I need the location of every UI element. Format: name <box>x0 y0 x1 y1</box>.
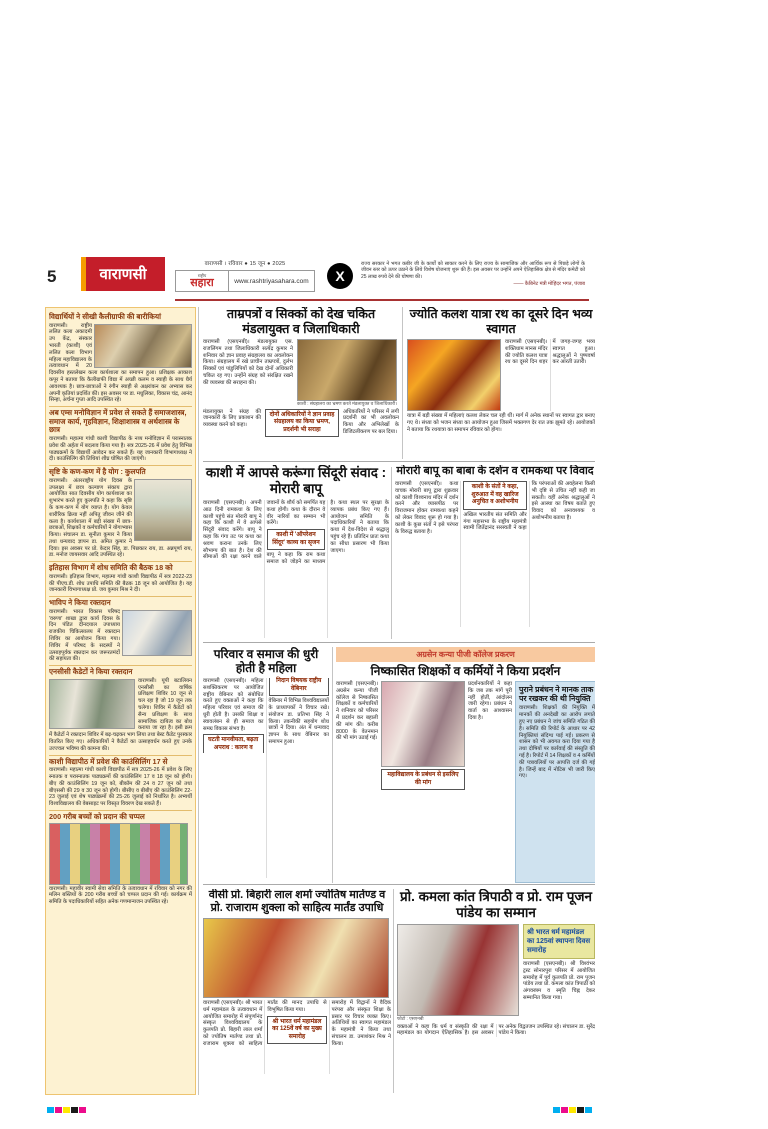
photo-caption: काशी : संग्रहालय का भ्रमण करते मंडलायुक्त व जिलाधिकारी। <box>297 401 397 406</box>
body-continued: अखिल भारतीय संत समिति और गंगा महासभा के राष्ट्रीय महामंत्री स्वामी जितेंद्रानंद सरस्वती ने कहा कि परंपराओं की अवहेलना किसी भी दृष्टि से उचित नहीं कही जा सकती। वहीं अनेक श्रद्धालुओं ने इसे आस्था का विषय बताते हुए विवाद को अनावश्यक व अशोभनीय बताया है। <box>463 481 595 532</box>
headline: निष्कासित शिक्षकों व कर्मियों ने किया प्रदर्शन <box>370 664 561 678</box>
body-columns <box>203 1000 391 1074</box>
masthead-rule <box>175 299 589 301</box>
article-slippers <box>49 811 192 908</box>
headline: काशी में आपसे करूंगा सिंदूरी संवाद : मोरारी बापू <box>205 465 387 496</box>
headline: 200 गरीब बच्चों को प्रदान की चप्पल <box>49 811 145 821</box>
website-url: www.rashtriyasahara.com <box>234 277 309 285</box>
article-kamla-kant-samman <box>397 889 595 1093</box>
paper-content <box>45 255 595 1110</box>
body: वाराणसी। यूपी बटालियन एनसीसी का वार्षिक प्रशिक्षण शिविर 10 जून से चल रहा है जो 19 जून तक चलेगा। शिविर में कैडेटों को सैन्य प्रशिक्षण के साथ सामाजिक दायित्व का बोध कराया जा रहा है। इसी क्रम में कैडेटों ने रक्तदान शिविर में बढ़-चढ़कर भाग लिया तथा बेस्ट कैडेट पुरस्कार वितरित किए गए। अधिकारियों ने कैडेटों का उत्साहवर्धन करते हुए उनके उज्ज्वल भविष्य की कामना की। <box>49 677 192 752</box>
inset-box: काशी में 'ऑपरेशन सिंदूर' काव्य का सृजन <box>267 529 326 550</box>
body: वाराणसी। महात्मा गांधी काशी विद्यापीठ के नव्य मनोविज्ञान में परास्नातक प्रवेश की अर्हता में बदलाव किया गया है। सत्र 2025-26 में प्रवेश हेतु विभिन्न पाठ्यक्रमों के विद्यार्थी आवेदन कर सकते हैं। यह जानकारी विभागाध्यक्ष ने दी। काउंसिलिंग की तिथियां शीघ्र घोषित की जाएंगी। <box>49 435 192 463</box>
headline: वीसी प्रो. बिहारी लाल शर्मा ज्योतिष मार्तण्ड व प्रो. राजाराम शुक्ला को साहित्य मार्तंड उपाधि <box>208 889 386 914</box>
article-morari-vivad <box>395 465 595 639</box>
sidebar-blue-box <box>515 681 595 883</box>
quote-attribution: —— कैबिनेट मंत्री मोहिंदर भगत, पंजाब <box>513 281 585 288</box>
city-nameplate <box>81 257 165 291</box>
photo-block <box>397 924 519 1022</box>
body-columns <box>203 500 389 638</box>
photo-protest <box>381 681 465 767</box>
sidebar-headline: पुराने प्रबंधन ने मानक ताक पर रखकर की थी नियुक्ति <box>519 685 594 704</box>
article-calligraphy <box>49 311 192 407</box>
article-aiims-psychology <box>49 407 192 466</box>
body: वाराणसी। महात्मा गांधी काशी विद्यापीठ में सत्र 2025-26 में प्रवेश के लिए स्नातक व परास्नातक पाठ्यक्रमों की काउंसिलिंग 17 व 18 जून को होगी। बीए की काउंसिलिंग 19 जून को, बीकॉम की 24 व 27 जून को तथा बीएससी की 29 व 30 जून को होगी। बीसीए व बीबीए की काउंसिलिंग 22-23 जुलाई एवं शेष पाठ्यक्रमों की 25-26 जुलाई को निर्धारित है। अभ्यर्थी विश्वविद्यालय की वेबसाइट पर विस्तृत विवरण देख सकते हैं। <box>49 767 192 808</box>
headline: विद्यार्थियों ने सीखी कैलीग्राफी की बारीकियां <box>49 312 161 321</box>
masthead-quote <box>361 261 585 288</box>
brand-row <box>175 270 315 292</box>
article-sindoori-samvad <box>203 465 389 639</box>
photo-dais-ceremony <box>203 918 389 998</box>
photo-blood-donation <box>122 610 192 656</box>
body: वाराणसी (एसएनबी)। अपनी आठ दिनी रामकथा के लिए काशी पहुंचे संत मोरारी बापू ने कहा कि काशी में वे आपसे सिंदूरी संवाद करेंगे। बापू ने कहा कि गंगा तट पर कथा का श्रवण कराना उनके लिए सौभाग्य की बात है। देश की सीमाओं की रक्षा करने वाले जवानों के शौर्य को समर्पित यह कथा होगी। कथा के दौरान वे वीर नारियों का सम्मान भी करेंगे। <box>203 500 326 561</box>
column-rule-5 <box>393 889 394 1093</box>
headline: प्रो. कमला कांत त्रिपाठी व प्रो. राम पूजन पांडेय का सम्मान <box>400 889 592 920</box>
brand-prefix: राष्ट्रीय <box>197 272 207 278</box>
photo-felicitation <box>397 924 519 1016</box>
side-box: महाविद्यालय के प्रबंधन से इसलिए की मांग <box>381 769 465 790</box>
body: वाराणसी। भारत विकास परिषद 'वरुणा' शाखा द्वारा कार्य दिवस के दिन पंडित दीनदयाल उपाध्याय राजकीय चिकित्सालय में रक्तदान शिविर का आयोजन किया गया। शिविर में परिषद के सदस्यों ने उत्साहपूर्वक रक्तदान कर जरूरतमंदों की सहायता की। <box>49 608 120 663</box>
section-rule-1 <box>203 461 595 462</box>
body-continued: बापू ने कहा कि राम कथा समाज को जोड़ने का माध्यम है। कथा स्थल पर सुरक्षा के व्यापक प्रबंध किए गए हैं। आयोजन समिति के पदाधिकारियों ने बताया कि कथा में देश-विदेश से श्रद्धालु पहुंच रहे हैं। प्रतिदिन प्रातः कथा का सीधा प्रसारण भी किया जाएगा। <box>266 500 389 566</box>
sidebar-body: वाराणसी। शिक्षकों की नियुक्ति में मानकों की अनदेखी का आरोप लगाते हुए नए प्रबंधन ने जांच समिति गठित की है। समिति की रिपोर्ट के आधार पर 42 नियुक्तियां संदिग्ध पाई गईं। प्रकरण से शासन को भी अवगत करा दिया गया है तथा दोषियों पर कार्रवाई की संस्तुति की गई है। रिपोर्ट में 14 शिक्षकों व 4 कर्मियों की पत्रावलियों पर आपत्ति दर्ज की गई है। जिन्हें बाद में नोटिस भी जारी किए गए। <box>519 705 595 780</box>
article-tamrapatra <box>203 307 399 459</box>
article-ncc-blood-donation <box>49 666 192 755</box>
section-banner: अग्रसेन कन्या पीजी कॉलेज प्रकरण <box>336 647 595 662</box>
body-continued: यात्रा में बड़ी संख्या में महिलाएं कलश लेकर चल रही थीं। मार्ग में अनेक स्थानों पर स्वागत द्वार बनाए गए थे। संध्या को भजन संध्या का आयोजन हुआ जिसमें भक्तगण देर रात तक झूमते रहे। आयोजकों ने बताया कि रथयात्रा का समापन रविवार को होगा। <box>407 413 595 433</box>
body-columns <box>203 678 329 878</box>
body-columns <box>395 481 595 627</box>
body: वाराणसी (एसएनबी)। महिला सशक्तिकरण पर आयोजित राष्ट्रीय वेबिनार को संबोधित करते हुए वक्ताओं ने कहा कि महिला परिवार एवं समाज की धुरी होती है। उसकी शिक्षा व स्वावलंबन से ही समाज का समग्र विकास संभव है। <box>203 678 264 732</box>
body-continued-2: अधिकारियों ने परिसर में लगी प्रदर्शनी का भी अवलोकन किया और अभिलेखों के डिजिटलीकरण पर बल दिया। <box>343 408 399 435</box>
column-rule-4 <box>332 647 333 883</box>
headline: इतिहास विभाग में शोध समिति की बैठक 18 को <box>49 563 173 573</box>
photo-museum-visit <box>297 339 397 401</box>
body: वाराणसी (एसएनबी)। शक्तिधाम मानस मंदिर की ज्योति कलश यात्रा रथ का दूसरे दिन शहर में जगह-जगह भव्य स्वागत हुआ। श्रद्धालुओं ने पुष्पवर्षा कर आरती उतारी। <box>505 339 595 366</box>
body-continued: समारोह में विद्वानों ने वैदिक परंपरा और संस्कृत शिक्षा के प्रसार पर विचार व्यक्त किए। अतिथियों का स्वागत महामंडल के महामंत्री ने किया तथा संचालन डा. उमाशंकर मिश्र ने किया। <box>331 1000 391 1047</box>
photo-caption: फोटो : एसएनबी <box>397 1016 424 1021</box>
section-agrasen <box>336 647 595 883</box>
nameplate-accent-stripe <box>81 257 86 291</box>
inset-box: घटती मानवीयता, बढ़ता अपराध : कारण व निदान विषयक राष्ट्रीय वेबिनार <box>203 678 329 753</box>
headline: ज्योति कलश यात्रा रथ का दूसरे दिन भव्य स्वागत <box>409 307 593 336</box>
photo-calligraphy-workshop <box>94 324 192 368</box>
photo-jyoti-kalash-rath <box>407 339 501 411</box>
body: वाराणसी। राष्ट्रीय ललित कला अकादमी उप केंद्र, संस्कार भारती (काशी) एवं ललित कला विभाग महिला महाविद्यालय के तत्वावधान में 20 दिवसीय हस्तलेखन कला कार्यशाला का समापन हुआ। प्रशिक्षक आकाश कपूर ने बताया कि कैलीग्राफी विद्या में अच्छी कलम व स्याही के साथ धैर्य आवश्यक है। छात्र-छात्राओं ने रंगीन स्याही से अक्षरांकन का अभ्यास कर अपनी कृतियां प्रदर्शित कीं। इस अवसर पर डा. मधुलिका, विकास चंद्र, आनंद सिन्हा, अर्चना गुप्ता आदि उपस्थित रहे। <box>49 322 192 404</box>
headline: सृष्टि के कण-कण में है योग : कुलपति <box>49 467 146 477</box>
headline: परिवार व समाज की धुरी होती है महिला <box>213 647 319 675</box>
headline: ताम्रपत्रों व सिक्कों को देख चकित मंडलायुक्त व जिलाधिकारी <box>226 307 376 336</box>
headline: एनसीसी कैडेटों ने किया रक्तदान <box>49 667 133 677</box>
body: वाराणसी। अंतरराष्ट्रीय योग दिवस के उपलक्ष्य में छात्र कल्याण संकाय द्वारा आयोजित सात दिवसीय योग कार्यशाला का शुभारंभ करते हुए कुलपति ने कहा कि सृष्टि के कण-कण में योग व्याप्त है। योग केवल शारीरिक क्रिया नहीं अपितु जीवन जीने की कला है। कार्यशाला में बड़ी संख्या में छात्र-छात्राओं, शिक्षकों व कर्मचारियों ने योगाभ्यास किया। संचालन डा. सुनीता कुमार ने किया तथा धन्यवाद ज्ञापन डा. अमित कुमार ने दिया। इस अवसर पर प्रो. केदार सिंह, डा. पिछकार राय, डा. अन्नपूर्णा राय, डा. मनोज जायसवार आदि उपस्थित रहे। <box>49 477 192 559</box>
column-rule-3 <box>391 467 392 639</box>
photo-ncc-cadets <box>49 679 135 729</box>
body: वाराणसी। महावीर स्वामी सेवा समिति के तत्वावधान में रविवार को नगर की मलिन बस्तियों के 200 गरीब बच्चों को चप्पल प्रदान की गई। कार्यक्रम में समिति के पदाधिकारियों सहित अनेक गणमान्यजन उपस्थित रहे। <box>49 885 192 906</box>
headline: काशी विद्यापीठ में प्रवेश की काउंसिलिंग 17 से <box>49 756 168 766</box>
article-yoga <box>49 466 192 562</box>
body: वाराणसी (एसएनबी)। मंडलायुक्त एस. राजलिंगम तथा जिलाधिकारी सत्येंद्र कुमार ने शनिवार को ज्ञान प्रवाह संग्रहालय का अवलोकन किया। संग्रहालय में रखे प्राचीन ताम्रपत्रों, दुर्लभ सिक्कों एवं पांडुलिपियों को देख दोनों अधिकारी चकित रह गए। उन्होंने संग्रह को संरक्षित रखने की व्यवस्था की सराहना की। <box>203 339 293 386</box>
photo-yoga-session <box>134 479 192 541</box>
headline: अब एम्स मनोविज्ञान में प्रवेश ले सकते हैं समाजशास्त्र, समाज कार्य, गृहविज्ञान, शिक्षाशास्त्र व अर्थशास्त्र के छात्र <box>49 408 187 435</box>
page-number: 5 <box>47 267 57 286</box>
article-counselling <box>49 756 192 811</box>
left-column <box>45 307 196 1095</box>
section-rule-3 <box>203 884 595 885</box>
quote-text: राज्य सरकार ने भगत कबीर जी के कार्यों को साकार करने के लिए राज्य के सामाजिक और आर्थिक रूप से पिछड़े लोगों के जीवन स्तर को ऊपर उठाने के लिये विशेष योजनाएं शुरू की हैं। इस अवसर पर उन्होंने अपने ऐतिहासिक क्षेत्र से मंदिर कमेटी को 25 लाख रुपये देने की घोषणा की। <box>361 261 585 280</box>
photo-children-group <box>49 823 188 885</box>
cmyk-print-marks-left <box>47 1100 87 1118</box>
photo-block <box>381 681 465 883</box>
brand-name: सहारा <box>190 276 214 289</box>
body: वाराणसी। इतिहास विभाग, महात्मा गांधी काशी विद्यापीठ में सत्र 2022-23 की पीएच.डी. शोध उपाधि समिति की बैठक 18 जून को आयोजित है। यह जानकारी विभागाध्यक्ष प्रो. जय कुमार मिश्र ने दी। <box>49 573 192 594</box>
article-bhavip-blood-donation <box>49 597 192 666</box>
body: वाराणसी (एसएनबी)। श्री भारत धर्म महामंडल के तत्वावधान में आयोजित समारोह में संपूर्णानंद संस्कृत विश्वविद्यालय के कुलपति प्रो. बिहारी लाल शर्मा को ज्योतिष मार्तण्ड तथा प्रो. राजाराम शुक्ला को साहित्य मार्तंड की मानद उपाधि से विभूषित किया गया। <box>203 1000 327 1047</box>
photo-block <box>297 339 397 407</box>
headline: भाविप ने किया रक्तदान <box>49 598 111 608</box>
cmyk-print-marks-right <box>553 1100 593 1118</box>
body: वाराणसी (एसएनबी)। श्री विश्वंभर ट्रस्ट सोनारपुरा परिसर में आयोजित समारोह में पूर्व कुलपति प्रो. राम पूजन पांडेय तथा प्रो. कमला कांत त्रिपाठी को अंगवस्त्रम व स्मृति चिह्न देकर सम्मानित किया गया। <box>523 961 595 1001</box>
article-vc-upadhi <box>203 889 391 1093</box>
body-continued: वेबिनार में विभिन्न विश्वविद्यालयों के प्राध्यापकों ने विचार रखे। संयोजन डा. प्रतिभा सिंह ने किया। तकनीकी सहयोग शोध छात्रों ने दिया। अंत में धन्यवाद ज्ञापन के साथ वेबिनार का समापन हुआ। <box>268 698 329 745</box>
article-jyoti-kalash <box>407 307 595 459</box>
masthead-center <box>175 259 315 292</box>
inset-box: काशी के संतों ने कहा, शुरुआत में वह खारिज अनुचित व अशोभनीय <box>463 481 526 510</box>
column-rule-2 <box>402 307 403 459</box>
event-box: श्री भारत धर्म महामंडल का 125वां स्थापना दिवस समारोह <box>523 924 595 959</box>
city-name: वाराणसी <box>99 266 147 283</box>
column-rule-1 <box>198 307 199 1095</box>
pull-quote-box: दोनों अधिकारियों ने ज्ञान प्रवाह संग्रहालय का किया भ्रमण, प्रदर्शनी भी सराहा <box>265 409 339 438</box>
body-continued: प्रदर्शनकारियों ने कहा कि जब तक मांगें पूरी नहीं होतीं, आंदोलन जारी रहेगा। प्रबंधन ने वार्ता का आश्वासन दिया है। <box>468 681 512 721</box>
body: वाराणसी (एसएनबी)। अग्रसेन कन्या पीजी कॉलेज से निष्कासित शिक्षकों व कर्मचारियों ने शनिवार को परिसर में प्रदर्शन कर बहाली की मांग की। करीब 8000 के वेतनमान की भी मांग उठाई गई। <box>336 681 378 742</box>
body-continued: वक्ताओं ने कहा कि धर्म व संस्कृति की रक्षा में महामंडल का योगदान ऐतिहासिक है। इस अवसर पर अनेक विद्वतजन उपस्थित रहे। संचालन डा. सुरेंद्र पांडेय ने किया। <box>397 1023 595 1037</box>
body: वाराणसी (एसएनबी)। कथा वाचक मोरारी बापू द्वारा शुक्रवार को काशी विश्वनाथ मंदिर में दर्शन करने और व्यासपीठ पर विराजमान होकर रामकथा कहने को लेकर विवाद शुरू हो गया है। काशी के कुछ संतों ने इसे परंपरा के विरुद्ध बताया है। <box>395 481 459 535</box>
section-rule-2 <box>203 642 595 643</box>
inset-box: श्री भारत धर्म महामंडल का 125वें वर्ष का मुख्य समारोह <box>267 1016 326 1045</box>
x-social-icon: X <box>327 263 353 289</box>
article-parivar-mahila <box>203 647 329 883</box>
headline: मोरारी बापू का बाबा के दर्शन व रामकथा पर विवाद <box>396 465 594 477</box>
brand-logo <box>176 271 229 291</box>
body-continued: मंडलायुक्त ने संग्रह की जानकारी के लिए प्रकाशन की व्यवस्था करने को कहा। <box>203 408 261 429</box>
edition-dateline: वाराणसी । रविवार ● 15 जून ● 2025 <box>204 261 286 267</box>
article-history-meeting <box>49 562 192 597</box>
